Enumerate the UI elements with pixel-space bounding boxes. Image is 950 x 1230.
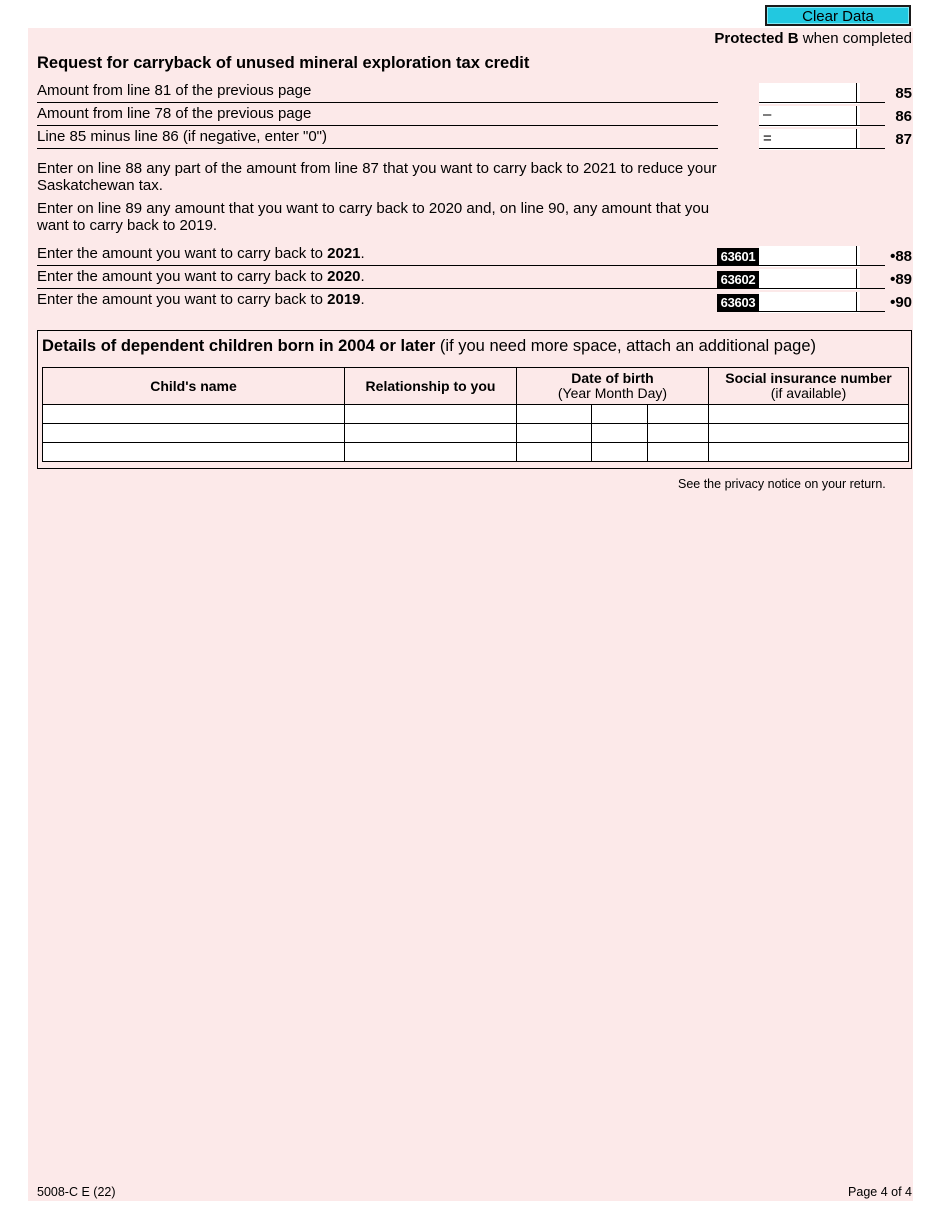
section-title-carryback: Request for carryback of unused mineral exploration tax credit <box>37 54 530 72</box>
line-89-field-rule <box>759 288 885 289</box>
code-box-63602: 63602 <box>717 271 759 289</box>
protected-label: Protected B <box>714 30 799 47</box>
line-85-rule <box>37 102 718 103</box>
table-row <box>43 443 909 462</box>
line-88-number: •88 <box>890 248 912 265</box>
children-table <box>42 367 909 462</box>
instruction-line-88: Enter on line 88 any part of the amount from line 87 that you want to carry back to 2021 to reduce your Saskatchewan tax. <box>37 160 717 194</box>
line-87-number: 87 <box>895 131 912 148</box>
page-number: Page 4 of 4 <box>848 1185 912 1199</box>
sin-note: (if available) <box>770 385 847 401</box>
line-89-suffix: . <box>360 268 365 285</box>
line-88-field-rule <box>759 265 885 266</box>
code-box-63603: 63603 <box>717 294 759 312</box>
line-89-cents-divider <box>856 269 857 288</box>
line-90-prefix: Enter the amount you want to carry back to <box>37 291 328 308</box>
child-1-name-cell[interactable] <box>43 405 345 424</box>
line-90-field-rule <box>759 311 885 312</box>
child-2-sin-cell[interactable] <box>709 424 909 443</box>
col-date-of-birth <box>517 368 709 405</box>
line-89-input[interactable] <box>759 269 860 290</box>
line-85-cents-divider <box>856 83 857 102</box>
line-88-label <box>37 245 365 262</box>
child-2-name-cell[interactable] <box>43 424 345 443</box>
child-1-relationship-cell[interactable] <box>345 405 517 424</box>
children-title-note: (if you need more space, attach an additional page) <box>435 337 817 355</box>
minus-sign: – <box>763 106 772 123</box>
line-87-input[interactable] <box>759 129 860 150</box>
dob-label: Date of birth <box>571 370 654 386</box>
line-86-input[interactable] <box>759 106 860 127</box>
child-1-sin-cell[interactable] <box>709 405 909 424</box>
line-90-suffix: . <box>360 291 365 308</box>
dob-format: (Year Month Day) <box>557 385 668 401</box>
line-90-input[interactable] <box>759 292 860 313</box>
sin-label: Social insurance number <box>725 370 892 386</box>
line-90-number: •90 <box>890 294 912 311</box>
line-85-field-rule <box>759 102 885 103</box>
line-90-label <box>37 291 365 308</box>
line-86-number: 86 <box>895 108 912 125</box>
col-relationship: Relationship to you <box>345 368 517 405</box>
protected-notice <box>714 30 912 47</box>
line-88-suffix: . <box>360 245 365 262</box>
line-89-prefix: Enter the amount you want to carry back to <box>37 268 328 285</box>
col-childs-name: Child's name <box>43 368 345 405</box>
privacy-notice: See the privacy notice on your return. <box>678 477 886 491</box>
child-3-sin-cell[interactable] <box>709 443 909 462</box>
line-86-label: Amount from line 78 of the previous page <box>37 105 312 122</box>
line-87-cents-divider <box>856 129 857 148</box>
clear-data-button[interactable]: Clear Data <box>765 5 911 26</box>
child-3-dob-day-cell[interactable] <box>648 443 709 462</box>
line-88-cents-divider <box>856 246 857 265</box>
line-88-rule <box>37 265 718 266</box>
child-1-dob-month-cell[interactable] <box>592 405 648 424</box>
line-85-label: Amount from line 81 of the previous page <box>37 82 312 99</box>
child-2-dob-year-cell[interactable] <box>517 424 592 443</box>
table-row <box>43 424 909 443</box>
children-table-header <box>43 368 909 405</box>
line-85-number: 85 <box>895 85 912 102</box>
line-88-prefix: Enter the amount you want to carry back to <box>37 245 328 262</box>
line-89-number: •89 <box>890 271 912 288</box>
child-2-dob-month-cell[interactable] <box>592 424 648 443</box>
instruction-lines-89-90: Enter on line 89 any amount that you want to carry back to 2020 and, on line 90, any amount that you want to carry back to 2019. <box>37 200 710 234</box>
child-3-dob-year-cell[interactable] <box>517 443 592 462</box>
equals-sign: = <box>763 130 772 147</box>
child-2-relationship-cell[interactable] <box>345 424 517 443</box>
child-3-dob-month-cell[interactable] <box>592 443 648 462</box>
children-section-title <box>42 337 816 356</box>
line-90-cents-divider <box>856 292 857 311</box>
line-88-input[interactable] <box>759 246 860 267</box>
children-title-bold: Details of dependent children born in 2004 or later <box>42 337 436 355</box>
protected-suffix: when completed <box>798 30 912 47</box>
col-sin <box>709 368 909 405</box>
child-3-name-cell[interactable] <box>43 443 345 462</box>
code-box-63601: 63601 <box>717 248 759 266</box>
line-86-rule <box>37 125 718 126</box>
child-2-dob-day-cell[interactable] <box>648 424 709 443</box>
child-1-dob-day-cell[interactable] <box>648 405 709 424</box>
line-85-input[interactable] <box>759 83 860 104</box>
line-89-label <box>37 268 365 285</box>
line-87-field-rule <box>759 148 885 149</box>
line-88-year: 2021 <box>327 245 361 262</box>
line-87-label: Line 85 minus line 86 (if negative, enter "0") <box>37 128 327 145</box>
child-1-dob-year-cell[interactable] <box>517 405 592 424</box>
table-row <box>43 405 909 424</box>
line-89-year: 2020 <box>327 268 361 285</box>
line-86-cents-divider <box>856 106 857 125</box>
line-90-year: 2019 <box>327 291 361 308</box>
line-86-field-rule <box>759 125 885 126</box>
line-87-rule <box>37 148 718 149</box>
child-3-relationship-cell[interactable] <box>345 443 517 462</box>
form-identifier: 5008-C E (22) <box>37 1185 116 1199</box>
line-89-rule <box>37 288 718 289</box>
